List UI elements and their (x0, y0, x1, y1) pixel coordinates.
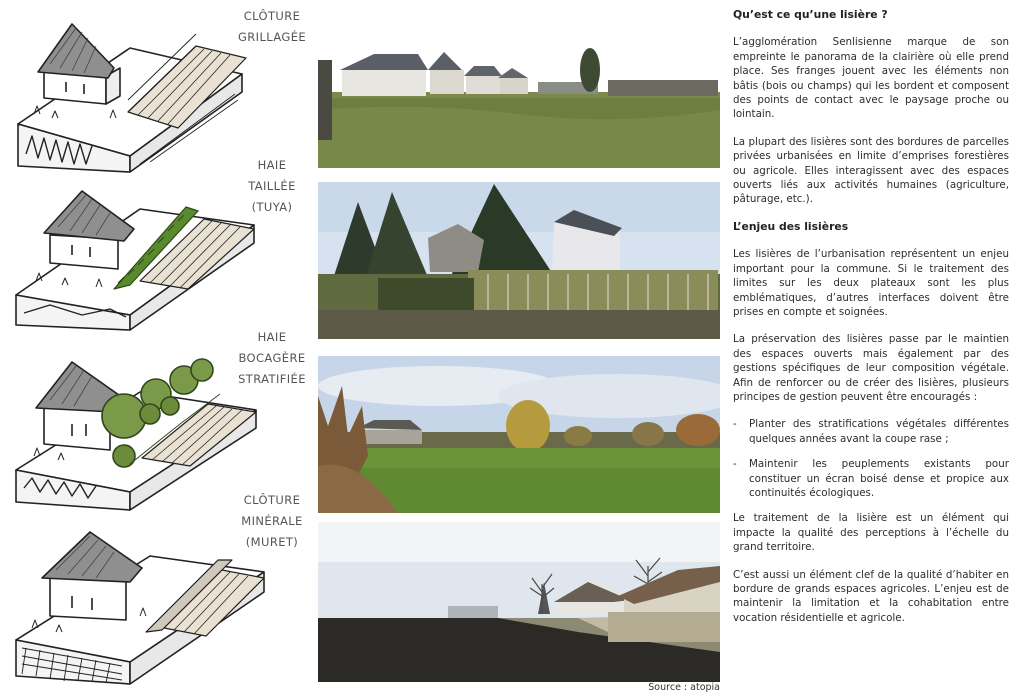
bullet-item (733, 457, 1009, 500)
heading-enjeu: L’enjeu des lisières (733, 219, 849, 233)
photo-haie-taillee (318, 182, 720, 339)
label-cloture-minerale-line2: MINÉRALE (241, 514, 303, 528)
paragraph-5: Le traitement de la lisière est un élément qui impacte la qualité des perceptions à l’échelle du grand territoire. (733, 512, 1009, 554)
photo-cloture-grillagee (318, 40, 720, 168)
heading-what-is-lisiere: Qu’est ce qu’une lisière ? (733, 8, 888, 21)
label-haie-bocagere-line2: BOCAGÈRE (238, 351, 306, 365)
label-haie-taillee-line3: (TUYA) (251, 200, 293, 214)
source-credit: Source : atopia (648, 682, 720, 693)
paragraph-6: C’est aussi un élément clef de la qualité d’habiter en bordure de grands espaces agricoles. L’enjeu est de maintenir la limitation et la cohabitation entre vocation résidentielle et agricole. (733, 568, 1009, 624)
label-haie-bocagere-line3: STRATIFIÉE (238, 372, 306, 386)
label-haie-taillee-line1: HAIE (257, 158, 287, 172)
label-cloture-grillagee-line2: GRILLAGÉE (237, 30, 307, 44)
label-cloture-grillagee-line1: CLÔTURE (243, 9, 301, 23)
label-cloture-minerale-line1: CLÔTURE (243, 493, 301, 507)
bullet-dash: - (733, 418, 737, 431)
label-haie-bocagere (232, 327, 312, 390)
label-haie-taillee (232, 155, 312, 218)
label-cloture-grillagee (232, 6, 312, 48)
paragraph-4: La préservation des lisières passe par le maintien des espaces ouverts mais également par des gestions spécifiques de leur composition végétale. Afin de renforcer ou de créer des lisières, plusieurs principes de gestion peuvent être encouragés : (733, 333, 1009, 403)
sketch-haie-bocagere (10, 352, 260, 517)
sketch-cloture-grillagee (10, 16, 250, 176)
paragraph-3: Les lisières de l’urbanisation représentent un enjeu important pour la commune. Si le traitement des limites sur les deux plateaux sont les plus emblématiques, d’autres interfaces doivent être prises en compte et soignées. (733, 248, 1009, 318)
label-haie-taillee-line2: TAILLÉE (248, 179, 296, 193)
bullet-text: Maintenir les peuplements existants pour constituer un écran boisé dense et propice aux continuités écologiques. (749, 458, 1009, 499)
label-cloture-minerale (232, 490, 312, 553)
photo-haie-bocagere (318, 356, 720, 513)
text-column (733, 8, 1009, 638)
bullet-text: Planter des stratifications végétales différentes quelques années avant la coupe rase ; (749, 418, 1009, 445)
label-haie-bocagere-line1: HAIE (257, 330, 287, 344)
photo-cloture-minerale (318, 522, 720, 682)
paragraph-1: L’agglomération Senlisienne marque de son empreinte le panorama de la clairière où elle prend place. Ses franges jouent avec les éléments non bâtis (bois ou champs) qui les bordent et composent des points de contact avec le paysage proche ou lointain. (733, 36, 1009, 121)
sketch-cloture-minerale (10, 524, 270, 689)
bullet-item (733, 417, 1009, 446)
bullet-dash: - (733, 458, 737, 471)
label-cloture-minerale-line3: (MURET) (245, 535, 299, 549)
sketch-haie-taillee (10, 185, 260, 335)
paragraph-2: La plupart des lisières sont des bordures de parcelles privées urbanisées en limite d’emprises forestières ou agricole. Elles interagissent avec des espaces ouverts liés aux activités humaines (agriculture, pâturage, etc.). (733, 135, 1009, 206)
